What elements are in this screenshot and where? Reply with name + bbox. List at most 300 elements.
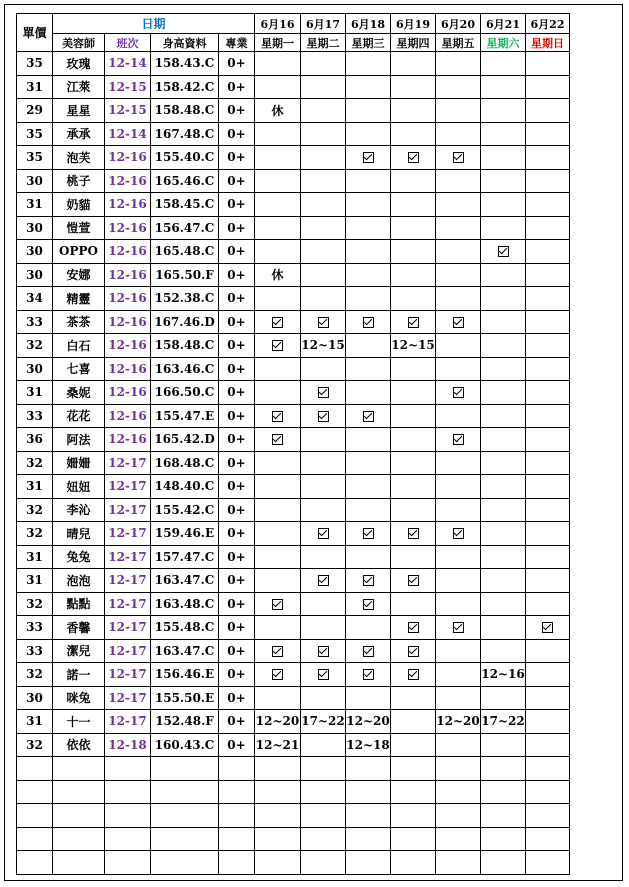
schedule-cell <box>301 381 346 405</box>
schedule-cell <box>255 310 301 334</box>
schedule-cell <box>526 545 570 569</box>
schedule-cell <box>255 616 301 640</box>
special-cell: 0+ <box>219 545 255 569</box>
checkbox-checked-icon <box>363 317 374 328</box>
shift-cell: 12-16 <box>105 146 151 170</box>
schedule-cell <box>255 592 301 616</box>
schedule-cell: 休 <box>255 99 301 123</box>
table-row <box>17 99 570 123</box>
schedule-cell <box>526 146 570 170</box>
price-cell: 30 <box>17 240 53 264</box>
schedule-cell <box>346 451 391 475</box>
price-cell: 30 <box>17 357 53 381</box>
schedule-cell <box>255 122 301 146</box>
checkbox-checked-icon <box>542 622 553 633</box>
schedule-cell: 12~21 <box>255 733 301 757</box>
schedule-cell <box>391 52 436 76</box>
checkbox-checked-icon <box>363 411 374 422</box>
empty-cell <box>391 780 436 804</box>
checkbox-checked-icon <box>453 528 464 539</box>
price-cell: 31 <box>17 545 53 569</box>
schedule-cell <box>391 710 436 734</box>
special-cell: 0+ <box>219 334 255 358</box>
checkbox-checked-icon <box>272 340 283 351</box>
weekday-5: 星期五 <box>436 34 481 52</box>
schedule-cell: 12~18 <box>346 733 391 757</box>
special-cell: 0+ <box>219 169 255 193</box>
price-cell: 30 <box>17 686 53 710</box>
checkbox-checked-icon <box>272 317 283 328</box>
empty-cell <box>526 757 570 781</box>
special-cell: 0+ <box>219 240 255 264</box>
schedule-cell <box>436 545 481 569</box>
table-row <box>17 75 570 99</box>
schedule-cell <box>481 475 526 499</box>
schedule-cell <box>481 287 526 311</box>
day-date-1: 6月16 <box>255 14 301 34</box>
schedule-cell <box>436 75 481 99</box>
day-date-4: 6月19 <box>391 14 436 34</box>
empty-cell <box>436 827 481 851</box>
schedule-cell <box>481 334 526 358</box>
empty-cell <box>346 827 391 851</box>
empty-cell <box>105 851 151 875</box>
schedule-cell <box>346 216 391 240</box>
schedule-cell <box>481 733 526 757</box>
schedule-cell <box>436 592 481 616</box>
stylist-name: 愷萱 <box>53 216 105 240</box>
table-row <box>17 639 570 663</box>
schedule-cell: 17~22 <box>481 710 526 734</box>
checkbox-checked-icon <box>453 622 464 633</box>
empty-cell <box>17 780 53 804</box>
schedule-cell <box>255 334 301 358</box>
empty-row <box>17 757 570 781</box>
schedule-cell <box>526 75 570 99</box>
schedule-cell: 12~16 <box>481 663 526 687</box>
empty-cell <box>255 757 301 781</box>
checkbox-checked-icon <box>453 434 464 445</box>
schedule-cell <box>346 52 391 76</box>
special-cell: 0+ <box>219 99 255 123</box>
empty-cell <box>346 851 391 875</box>
special-cell: 0+ <box>219 569 255 593</box>
checkbox-checked-icon <box>363 528 374 539</box>
shift-cell: 12-16 <box>105 169 151 193</box>
shift-cell: 12-17 <box>105 498 151 522</box>
price-cell: 32 <box>17 663 53 687</box>
day-date-6: 6月21 <box>481 14 526 34</box>
schedule-cell <box>391 263 436 287</box>
weekday-2: 星期二 <box>301 34 346 52</box>
empty-cell <box>151 851 219 875</box>
table-row <box>17 663 570 687</box>
schedule-cell <box>526 52 570 76</box>
schedule-cell <box>301 428 346 452</box>
schedule-cell <box>301 263 346 287</box>
schedule-cell <box>346 592 391 616</box>
schedule-cell <box>436 404 481 428</box>
info-header: 身高資料 <box>151 34 219 52</box>
schedule-cell <box>255 475 301 499</box>
empty-cell <box>481 757 526 781</box>
table-row <box>17 310 570 334</box>
info-cell: 165.46.C <box>151 169 219 193</box>
schedule-cell <box>436 216 481 240</box>
schedule-cell <box>481 381 526 405</box>
table-row <box>17 52 570 76</box>
schedule-cell <box>436 475 481 499</box>
schedule-cell <box>391 428 436 452</box>
schedule-cell <box>481 686 526 710</box>
info-cell: 159.46.E <box>151 522 219 546</box>
schedule-cell <box>481 146 526 170</box>
shift-cell: 12-14 <box>105 122 151 146</box>
info-cell: 158.42.C <box>151 75 219 99</box>
empty-cell <box>53 851 105 875</box>
schedule-cell <box>481 498 526 522</box>
schedule-cell <box>481 75 526 99</box>
empty-cell <box>346 804 391 828</box>
schedule-cell <box>436 240 481 264</box>
shift-cell: 12-17 <box>105 569 151 593</box>
info-cell: 165.42.D <box>151 428 219 452</box>
schedule-cell <box>346 569 391 593</box>
stylist-name: 李沁 <box>53 498 105 522</box>
schedule-cell <box>391 639 436 663</box>
empty-cell <box>151 757 219 781</box>
special-cell: 0+ <box>219 75 255 99</box>
empty-cell <box>219 851 255 875</box>
empty-cell <box>219 757 255 781</box>
schedule-cell <box>301 451 346 475</box>
schedule-cell <box>436 287 481 311</box>
empty-cell <box>526 780 570 804</box>
schedule-cell <box>481 193 526 217</box>
price-cell: 34 <box>17 287 53 311</box>
schedule-cell <box>391 686 436 710</box>
shift-cell: 12-16 <box>105 240 151 264</box>
table-row <box>17 710 570 734</box>
price-cell: 33 <box>17 639 53 663</box>
info-cell: 167.46.D <box>151 310 219 334</box>
schedule-cell <box>481 592 526 616</box>
shift-cell: 12-16 <box>105 263 151 287</box>
schedule-cell <box>301 240 346 264</box>
price-cell: 33 <box>17 616 53 640</box>
schedule-cell <box>346 475 391 499</box>
schedule-cell <box>346 287 391 311</box>
info-cell: 155.42.C <box>151 498 219 522</box>
schedule-cell <box>255 287 301 311</box>
checkbox-checked-icon <box>408 317 419 328</box>
checkbox-checked-icon <box>363 599 374 610</box>
empty-cell <box>436 851 481 875</box>
empty-cell <box>391 804 436 828</box>
schedule-cell <box>301 146 346 170</box>
schedule-cell <box>436 569 481 593</box>
schedule-cell <box>346 639 391 663</box>
table-row <box>17 545 570 569</box>
schedule-cell <box>436 263 481 287</box>
info-cell: 165.50.F <box>151 263 219 287</box>
empty-cell <box>301 780 346 804</box>
day-date-5: 6月20 <box>436 14 481 34</box>
schedule-cell: 12~20 <box>436 710 481 734</box>
shift-header: 班次 <box>105 34 151 52</box>
table-row <box>17 263 570 287</box>
schedule-cell <box>391 216 436 240</box>
schedule-cell <box>481 569 526 593</box>
empty-cell <box>526 851 570 875</box>
special-cell: 0+ <box>219 451 255 475</box>
schedule-cell <box>391 240 436 264</box>
empty-cell <box>53 757 105 781</box>
stylist-header: 美容師 <box>53 34 105 52</box>
schedule-cell <box>436 663 481 687</box>
checkbox-checked-icon <box>453 387 464 398</box>
table-row <box>17 569 570 593</box>
price-cell: 31 <box>17 381 53 405</box>
checkbox-checked-icon <box>453 317 464 328</box>
table-row <box>17 146 570 170</box>
info-cell: 158.48.C <box>151 334 219 358</box>
special-cell: 0+ <box>219 357 255 381</box>
schedule-cell <box>481 216 526 240</box>
schedule-cell <box>301 404 346 428</box>
stylist-name: OPPO <box>53 240 105 264</box>
schedule-cell <box>391 733 436 757</box>
schedule-cell: 12~20 <box>255 710 301 734</box>
schedule-cell <box>436 733 481 757</box>
empty-cell <box>436 780 481 804</box>
empty-cell <box>17 851 53 875</box>
schedule-cell <box>526 99 570 123</box>
schedule-cell <box>526 639 570 663</box>
price-cell: 35 <box>17 146 53 170</box>
schedule-cell <box>391 451 436 475</box>
stylist-name: 泡泡 <box>53 569 105 593</box>
special-cell: 0+ <box>219 381 255 405</box>
schedule-cell <box>481 169 526 193</box>
schedule-cell <box>526 193 570 217</box>
shift-cell: 12-17 <box>105 710 151 734</box>
stylist-name: 妞妞 <box>53 475 105 499</box>
shift-cell: 12-17 <box>105 475 151 499</box>
checkbox-checked-icon <box>318 528 329 539</box>
schedule-cell <box>436 193 481 217</box>
schedule-cell <box>481 263 526 287</box>
table-row <box>17 240 570 264</box>
schedule-cell <box>436 146 481 170</box>
schedule-cell <box>526 357 570 381</box>
schedule-cell <box>391 287 436 311</box>
schedule-cell <box>346 75 391 99</box>
schedule-cell <box>346 99 391 123</box>
schedule-cell <box>481 451 526 475</box>
checkbox-checked-icon <box>408 622 419 633</box>
schedule-cell: 12~20 <box>346 710 391 734</box>
info-cell: 152.38.C <box>151 287 219 311</box>
special-cell: 0+ <box>219 663 255 687</box>
stylist-name: 星星 <box>53 99 105 123</box>
day-date-3: 6月18 <box>346 14 391 34</box>
checkbox-checked-icon <box>363 575 374 586</box>
empty-cell <box>301 827 346 851</box>
schedule-cell: 休 <box>255 263 301 287</box>
header-row-labels <box>17 34 570 52</box>
schedule-cell <box>526 569 570 593</box>
schedule-cell <box>481 99 526 123</box>
schedule-cell <box>526 263 570 287</box>
schedule-cell <box>346 616 391 640</box>
schedule-cell <box>255 357 301 381</box>
price-cell: 33 <box>17 310 53 334</box>
shift-cell: 12-16 <box>105 193 151 217</box>
schedule-cell <box>346 263 391 287</box>
shift-cell: 12-14 <box>105 52 151 76</box>
schedule-cell <box>481 122 526 146</box>
checkbox-checked-icon <box>318 646 329 657</box>
shift-cell: 12-17 <box>105 522 151 546</box>
price-header: 單價 <box>17 14 53 52</box>
schedule-cell <box>526 522 570 546</box>
table-row <box>17 216 570 240</box>
schedule-cell <box>301 357 346 381</box>
empty-cell <box>53 780 105 804</box>
info-cell: 156.46.E <box>151 663 219 687</box>
info-cell: 152.48.F <box>151 710 219 734</box>
schedule-cell <box>436 686 481 710</box>
checkbox-checked-icon <box>453 152 464 163</box>
table-row <box>17 451 570 475</box>
schedule-cell <box>436 357 481 381</box>
info-cell: 157.47.C <box>151 545 219 569</box>
price-cell: 36 <box>17 428 53 452</box>
table-row <box>17 616 570 640</box>
stylist-name: 精靈 <box>53 287 105 311</box>
special-cell: 0+ <box>219 616 255 640</box>
empty-cell <box>526 804 570 828</box>
stylist-name: 依依 <box>53 733 105 757</box>
info-cell: 163.47.C <box>151 569 219 593</box>
stylist-name: 泡芙 <box>53 146 105 170</box>
schedule-cell <box>301 498 346 522</box>
info-cell: 155.47.E <box>151 404 219 428</box>
table-row <box>17 404 570 428</box>
empty-cell <box>151 780 219 804</box>
schedule-cell <box>526 404 570 428</box>
schedule-cell <box>526 310 570 334</box>
stylist-name: 兔兔 <box>53 545 105 569</box>
shift-cell: 12-17 <box>105 616 151 640</box>
day-date-2: 6月17 <box>301 14 346 34</box>
shift-cell: 12-17 <box>105 592 151 616</box>
schedule-cell <box>301 592 346 616</box>
shift-cell: 12-16 <box>105 428 151 452</box>
stylist-name: 七喜 <box>53 357 105 381</box>
schedule-cell <box>346 310 391 334</box>
schedule-cell <box>391 663 436 687</box>
price-cell: 32 <box>17 522 53 546</box>
schedule-cell <box>301 639 346 663</box>
schedule-cell <box>255 75 301 99</box>
price-cell: 30 <box>17 169 53 193</box>
stylist-name: 承承 <box>53 122 105 146</box>
empty-cell <box>436 804 481 828</box>
price-cell: 29 <box>17 99 53 123</box>
empty-cell <box>481 851 526 875</box>
schedule-cell <box>301 193 346 217</box>
stylist-name: 點點 <box>53 592 105 616</box>
shift-cell: 12-16 <box>105 310 151 334</box>
weekday-3: 星期三 <box>346 34 391 52</box>
special-cell: 0+ <box>219 263 255 287</box>
checkbox-checked-icon <box>408 575 419 586</box>
schedule-cell <box>346 522 391 546</box>
schedule-cell <box>391 75 436 99</box>
schedule-cell <box>301 616 346 640</box>
schedule-cell <box>391 475 436 499</box>
price-cell: 32 <box>17 733 53 757</box>
checkbox-checked-icon <box>318 317 329 328</box>
empty-row <box>17 827 570 851</box>
stylist-name: 茶茶 <box>53 310 105 334</box>
stylist-name: 花花 <box>53 404 105 428</box>
empty-cell <box>17 804 53 828</box>
price-cell: 35 <box>17 52 53 76</box>
checkbox-checked-icon <box>272 599 283 610</box>
schedule-cell <box>481 545 526 569</box>
schedule-cell <box>436 381 481 405</box>
weekday-4: 星期四 <box>391 34 436 52</box>
shift-cell: 12-17 <box>105 663 151 687</box>
schedule-cell <box>255 545 301 569</box>
checkbox-checked-icon <box>408 669 419 680</box>
special-cell: 0+ <box>219 193 255 217</box>
schedule-cell <box>255 240 301 264</box>
info-cell: 165.48.C <box>151 240 219 264</box>
schedule-cell <box>301 287 346 311</box>
price-cell: 32 <box>17 451 53 475</box>
stylist-name: 潔兒 <box>53 639 105 663</box>
schedule-cell <box>301 122 346 146</box>
empty-cell <box>219 827 255 851</box>
schedule-cell <box>436 334 481 358</box>
schedule-cell <box>481 428 526 452</box>
special-cell: 0+ <box>219 216 255 240</box>
info-cell: 155.40.C <box>151 146 219 170</box>
checkbox-checked-icon <box>363 646 374 657</box>
special-cell: 0+ <box>219 52 255 76</box>
shift-cell: 12-17 <box>105 545 151 569</box>
schedule-cell: 12~15 <box>301 334 346 358</box>
empty-cell <box>301 757 346 781</box>
empty-cell <box>391 757 436 781</box>
schedule-cell <box>481 639 526 663</box>
empty-cell <box>255 780 301 804</box>
schedule-cell <box>526 733 570 757</box>
schedule-cell <box>301 99 346 123</box>
schedule-cell <box>301 686 346 710</box>
date-header: 日期 <box>53 14 255 34</box>
schedule-cell <box>526 710 570 734</box>
stylist-name: 安娜 <box>53 263 105 287</box>
empty-cell <box>105 780 151 804</box>
checkbox-checked-icon <box>408 646 419 657</box>
schedule-cell <box>255 169 301 193</box>
schedule-cell <box>436 428 481 452</box>
